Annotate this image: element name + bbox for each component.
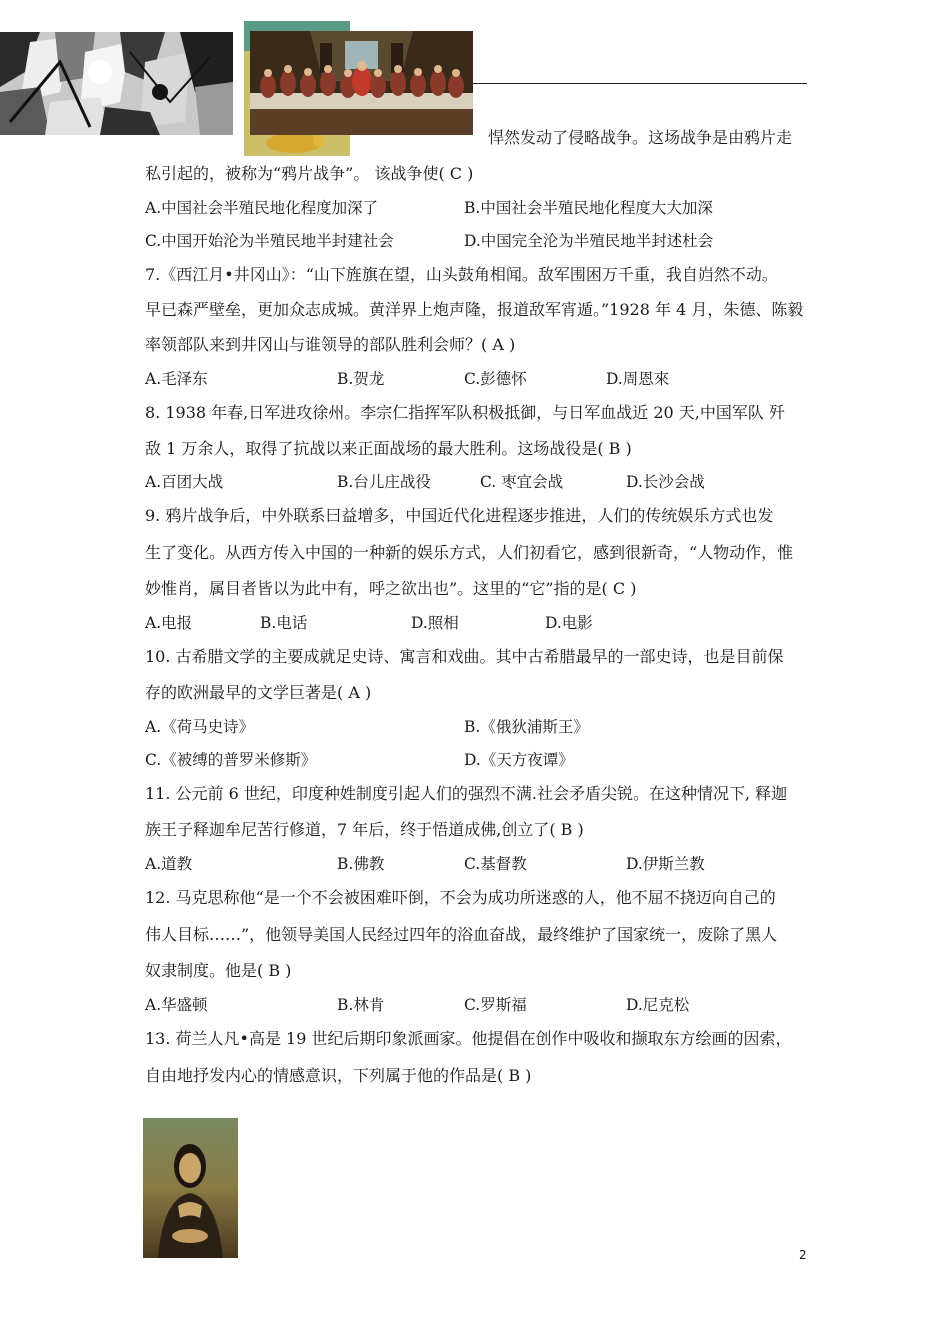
question-8-line-2: 敌 1 万余人，取得了抗战以来正面战场的最大胜利。这场战役是( B ) — [145, 439, 632, 458]
question-9-option-c: D.照相 — [411, 614, 459, 632]
mona-lisa-painting-image — [143, 1118, 238, 1258]
question-8-option-d: D.长沙会战 — [626, 473, 705, 491]
page-number: 2 — [799, 1248, 807, 1262]
question-12-line-1: 12. 马克思称他“是一个不会被困难吓倒，不会为成功所迷惑的人，他不屈不挠迈向自己的 — [145, 888, 776, 907]
question-7-option-c: C.彭德怀 — [464, 370, 527, 388]
question-7-option-b: B.贺龙 — [337, 370, 385, 388]
question-9-option-d: D.电影 — [545, 614, 593, 632]
question-9-line-3: 妙惟肖，属目者皆以为此中有，呼之欲出也”。这里的“它”指的是( C ) — [145, 579, 637, 598]
header-rule — [473, 83, 807, 84]
option-a: A.中国社会半殖民地化程度加深了 — [145, 199, 379, 217]
question-11-line-1: 11. 公元前 6 世纪，印度种姓制度引起人们的强烈不满.社会矛盾尖锐。在这种情况下, 释迦 — [145, 784, 788, 803]
question-12-line-3: 奴隶制度。他是( B ) — [145, 961, 292, 980]
question-11-option-d: D.伊斯兰教 — [626, 855, 705, 873]
question-9-line-1: 9. 鸦片战争后，中外联系曰益增多，中国近代化进程逐步推进，人们的传统娱乐方式也发 — [145, 506, 774, 525]
question-8-line-1: 8. 1938 年春,日军进攻徐州。李宗仁指挥军队积极抵御，与日军血战近 20 天,中国军队 歼 — [145, 403, 785, 422]
question-12-option-b: B.林肯 — [337, 996, 385, 1014]
question-11-option-a: A.道教 — [145, 855, 193, 873]
question-10-option-c: C.《被缚的普罗米修斯》 — [145, 751, 317, 769]
question-10-option-b: B.《俄狄浦斯王》 — [464, 718, 589, 736]
question-11-option-c: C.基督教 — [464, 855, 527, 873]
question-11-option-b: B.佛教 — [337, 855, 385, 873]
question-13-line-2: 自由地抒发内心的情感意识，下列属于他的作品是( B ) — [145, 1066, 532, 1085]
question-12-option-d: D.尼克松 — [626, 996, 690, 1014]
question-7-line-3: 率领部队来到井冈山与谁领导的部队胜利会师？( A ) — [145, 335, 516, 354]
question-12-option-a: A.华盛顿 — [145, 996, 208, 1014]
question-9-line-2: 生了变化。从西方传入中国的一种新的娱乐方式，人们初看它，感到很新奇，“人物动作，惟 — [145, 543, 794, 562]
question-12-line-2: 伟人目标……”，他领导美国人民经过四年的浴血奋战，最终维护了国家统一，废除了黑人 — [145, 925, 778, 944]
option-c: C.中国开始沦为半殖民地半封建社会 — [145, 232, 394, 250]
question-7-option-d: D.周恩來 — [606, 370, 670, 388]
question-8-option-b: B.台儿庄战役 — [337, 473, 431, 491]
question-10-line-1: 10. 古希腊文学的主要成就足史诗、寓言和戏曲。其中古希腊最早的一部史诗，也是目前保 — [145, 647, 784, 666]
question-9-option-a: A.电报 — [145, 614, 193, 632]
question-12-option-c: C.罗斯福 — [464, 996, 527, 1014]
option-d: D.中国完全沦为半殖民地半封述杜会 — [464, 232, 714, 250]
question-7-line-1: 7.《西江月•井冈山》：“山下旌旗在望，山头鼓角相闻。敌军围困万千重，我自岿然不动。 — [145, 265, 778, 284]
question-9-option-b: B.电话 — [260, 614, 308, 632]
line-2: 私引起的，被称为“鸦片战争”。 该战争使( C ) — [145, 164, 474, 183]
question-13-line-1: 13. 荷兰人凡•高是 19 世纪后期印象派画家。他提倡在创作中吸收和撷取东方绘画的因索， — [145, 1029, 792, 1048]
option-b: B.中国社会半殖民地化程度大大加深 — [464, 199, 713, 217]
question-8-option-c: C. 枣宜会战 — [480, 473, 564, 491]
question-11-line-2: 族王子释迦牟尼苦行修道，7 年后，终于悟道成佛,创立了( B ) — [145, 820, 584, 839]
line-1: 悍然发动了侵略战争。这场战争是由鸦片走 — [488, 128, 793, 147]
last-supper-painting-image — [250, 31, 473, 135]
question-7-line-2: 早已森严壁垒，更加众志成城。黄洋界上炮声隆，报道敌军宵遁。”1928 年 4 月，朱德、陈毅 — [145, 300, 804, 319]
question-10-option-a: A.《荷马史诗》 — [145, 718, 255, 736]
guernica-painting-image — [0, 32, 233, 135]
question-8-option-a: A.百团大战 — [145, 473, 224, 491]
question-10-line-2: 存的欧洲最早的文学巨著是( A ) — [145, 683, 372, 702]
question-7-option-a: A.毛泽东 — [145, 370, 208, 388]
question-10-option-d: D.《天方夜谭》 — [464, 751, 574, 769]
